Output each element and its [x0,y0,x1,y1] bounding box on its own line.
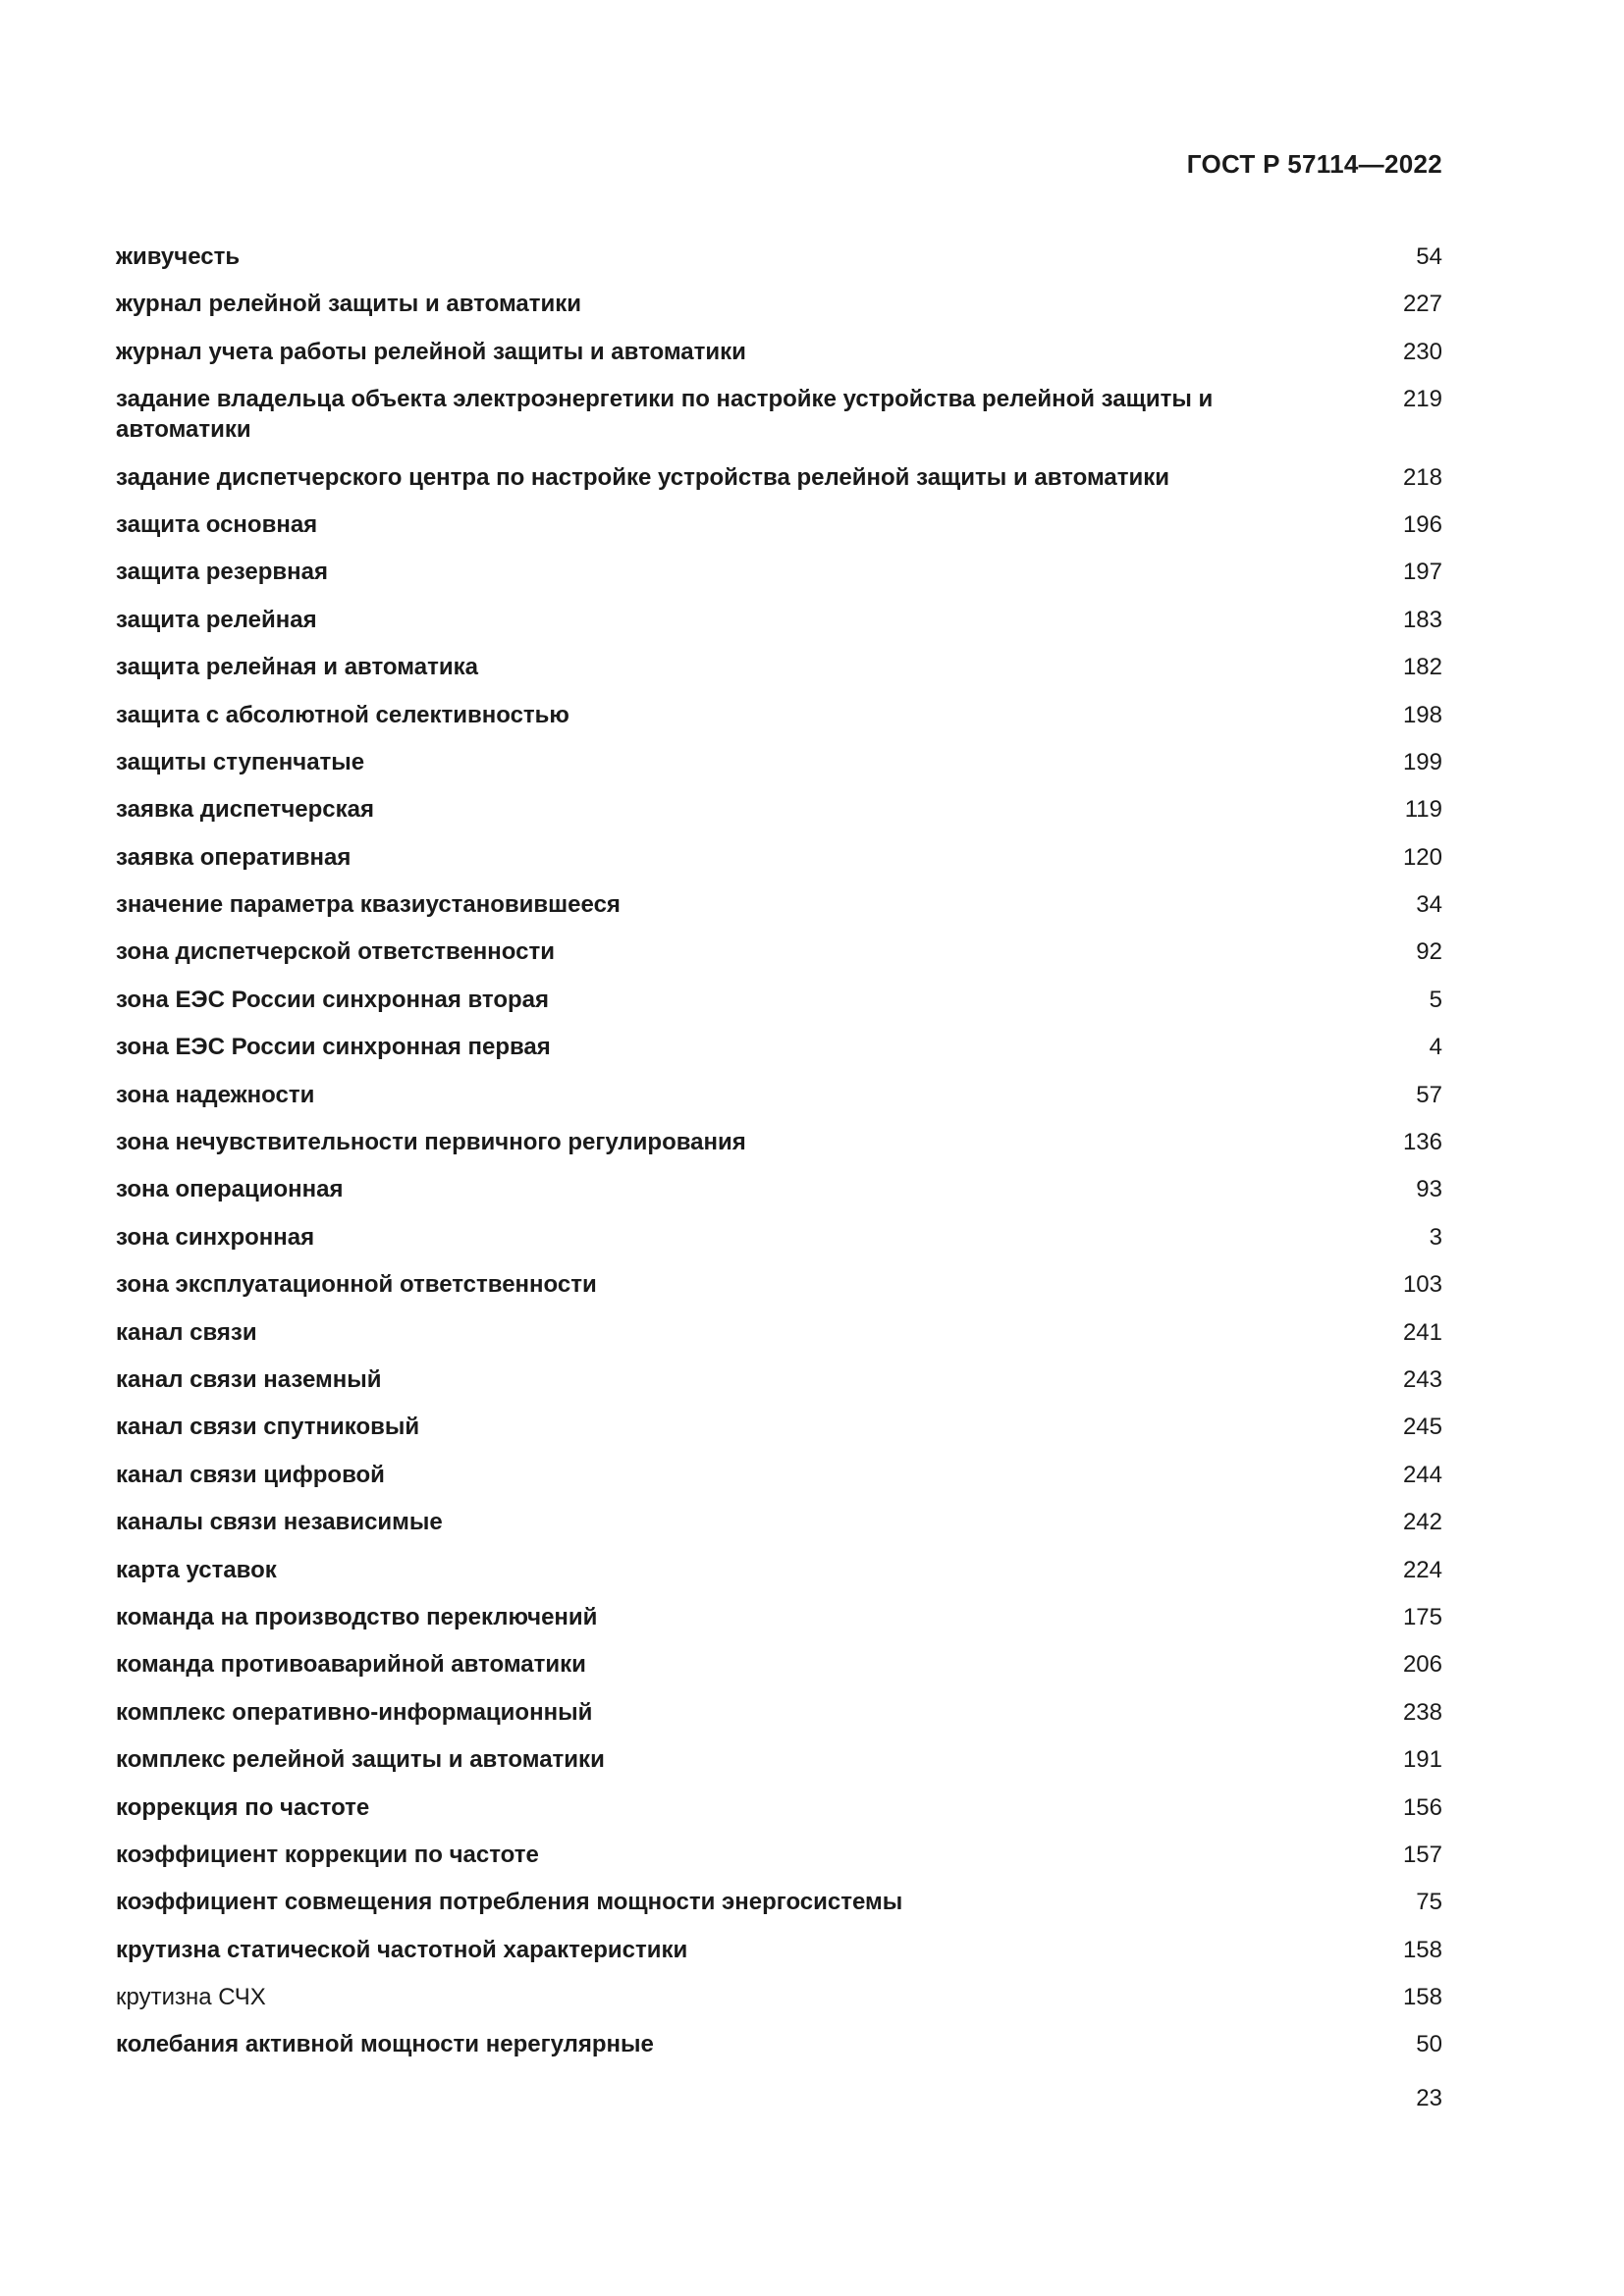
index-entry [116,1222,1442,1253]
index-page-ref: 5 [1429,986,1442,1013]
index-term: зона синхронная [116,1223,315,1251]
index-page-ref: 50 [1416,2031,1442,2058]
index-term: задание диспетчерского центра по настройке устройства релейной защиты и автоматики [116,463,1170,491]
index-term: канал связи [116,1318,257,1346]
index-page-ref: 182 [1402,654,1442,681]
index-page-ref: 245 [1402,1414,1442,1441]
index-page-ref: 183 [1402,606,1442,633]
index-page-ref: 230 [1402,338,1442,365]
index-term: журнал релейной защиты и автоматики [116,291,582,318]
index-entry [116,1744,1442,1775]
index-term: журнал учета работы релейной защиты и автоматики [116,338,746,365]
index-term: колебания активной мощности нерегулярные [116,2031,654,2058]
index-entry [116,1412,1442,1442]
index-term: коэффициент совмещения потребления мощности энергосистемы [116,1889,903,1916]
document-header: ГОСТ Р 57114—2022 [1186,149,1442,179]
index-term: команда на производство переключений [116,1603,598,1630]
index-term: крутизна СЧХ [116,1984,266,2011]
index-entry [116,1269,1442,1300]
index-term: защита релейная и автоматика [116,654,478,681]
index-term: защита релейная [116,606,317,633]
index-entry [116,1364,1442,1395]
index-entry [116,1317,1442,1348]
index-page-ref: 119 [1404,796,1442,824]
index-page-ref: 158 [1402,1936,1442,1963]
index-entry [116,462,1442,493]
index-entry [116,605,1442,635]
index-page-ref: 206 [1402,1651,1442,1679]
index-page-ref: 243 [1402,1365,1442,1393]
index-entry [116,241,1442,272]
index-page-ref: 199 [1402,748,1442,775]
index-entry [116,1840,1442,1870]
index-page-ref: 244 [1402,1461,1442,1488]
index-page-ref: 103 [1402,1271,1442,1299]
index-page-ref: 224 [1402,1556,1442,1583]
index-page-ref: 93 [1416,1176,1442,1203]
alphabetical-index [116,241,1442,2077]
index-page-ref: 197 [1402,559,1442,586]
index-term: канал связи наземный [116,1365,382,1393]
index-entry [116,1697,1442,1728]
index-page-ref: 175 [1402,1603,1442,1630]
index-term: защиты ступенчатые [116,748,365,775]
index-entry [116,1080,1442,1110]
index-page-ref: 3 [1429,1223,1442,1251]
index-page-ref: 218 [1402,463,1442,491]
index-page-ref: 156 [1402,1793,1442,1821]
index-entry [116,2029,1442,2059]
index-term: каналы связи независимые [116,1509,443,1536]
index-term: значение параметра квазиустановившееся [116,891,621,919]
index-page-ref: 219 [1402,386,1442,413]
index-term: заявка диспетчерская [116,796,375,824]
index-term: защита с абсолютной селективностью [116,701,569,728]
page-number: 23 [1416,2085,1442,2111]
index-entry [116,985,1442,1015]
index-page-ref: 136 [1402,1129,1442,1156]
index-term: команда противоаварийной автоматики [116,1651,586,1679]
index-entry [116,889,1442,920]
index-entry [116,700,1442,730]
index-entry [116,652,1442,682]
index-entry [116,1792,1442,1823]
index-entry [116,794,1442,825]
index-entry [116,337,1442,367]
index-term: коэффициент коррекции по частоте [116,1841,539,1868]
index-entry [116,1460,1442,1490]
index-page-ref: 4 [1429,1034,1442,1061]
index-term: канал связи спутниковый [116,1414,420,1441]
index-page-ref: 92 [1416,938,1442,966]
index-term: зона операционная [116,1176,344,1203]
index-entry [116,936,1442,967]
index-entry [116,1887,1442,1917]
index-entry [116,747,1442,777]
index-page-ref: 34 [1416,891,1442,919]
index-term: живучесть [116,243,241,270]
index-term: задание владельца объекта электроэнергетики по настройке устройства релейной защиты и автоматики [116,386,1214,444]
index-entry [116,1935,1442,1965]
index-term: карта уставок [116,1556,277,1583]
index-term: заявка оперативная [116,843,352,871]
index-term: зона эксплуатационной ответственности [116,1271,597,1299]
index-entry [116,384,1442,445]
index-entry [116,509,1442,540]
index-term: зона нечувствительности первичного регулирования [116,1129,746,1156]
index-entry [116,1555,1442,1585]
index-term: зона ЕЭС России синхронная первая [116,1034,551,1061]
index-term: зона диспетчерской ответственности [116,938,555,966]
index-term: зона надежности [116,1081,315,1108]
index-term: комплекс релейной защиты и автоматики [116,1746,605,1774]
index-page-ref: 238 [1402,1698,1442,1726]
index-term: защита резервная [116,559,328,586]
index-page-ref: 54 [1416,243,1442,270]
index-entry [116,1982,1442,2012]
index-page-ref: 242 [1402,1509,1442,1536]
index-term: комплекс оперативно-информационный [116,1698,593,1726]
index-entry [116,842,1442,873]
index-page-ref: 196 [1402,510,1442,538]
index-page-ref: 157 [1402,1841,1442,1868]
index-entry [116,1032,1442,1062]
index-page-ref: 120 [1402,843,1442,871]
index-term: крутизна статической частотной характеристики [116,1936,688,1963]
index-entry [116,1602,1442,1632]
index-page-ref: 241 [1402,1318,1442,1346]
index-entry [116,557,1442,587]
index-page-ref: 227 [1402,291,1442,318]
index-term: коррекция по частоте [116,1793,370,1821]
index-term: зона ЕЭС России синхронная вторая [116,986,550,1013]
index-entry [116,1649,1442,1680]
index-entry [116,1507,1442,1537]
index-term: защита основная [116,510,318,538]
index-entry [116,1174,1442,1204]
index-term: канал связи цифровой [116,1461,385,1488]
index-page-ref: 75 [1416,1889,1442,1916]
index-entry [116,1127,1442,1157]
index-page-ref: 158 [1402,1984,1442,2011]
index-page-ref: 191 [1402,1746,1442,1774]
index-entry [116,289,1442,319]
index-page-ref: 198 [1402,701,1442,728]
index-page-ref: 57 [1416,1081,1442,1108]
